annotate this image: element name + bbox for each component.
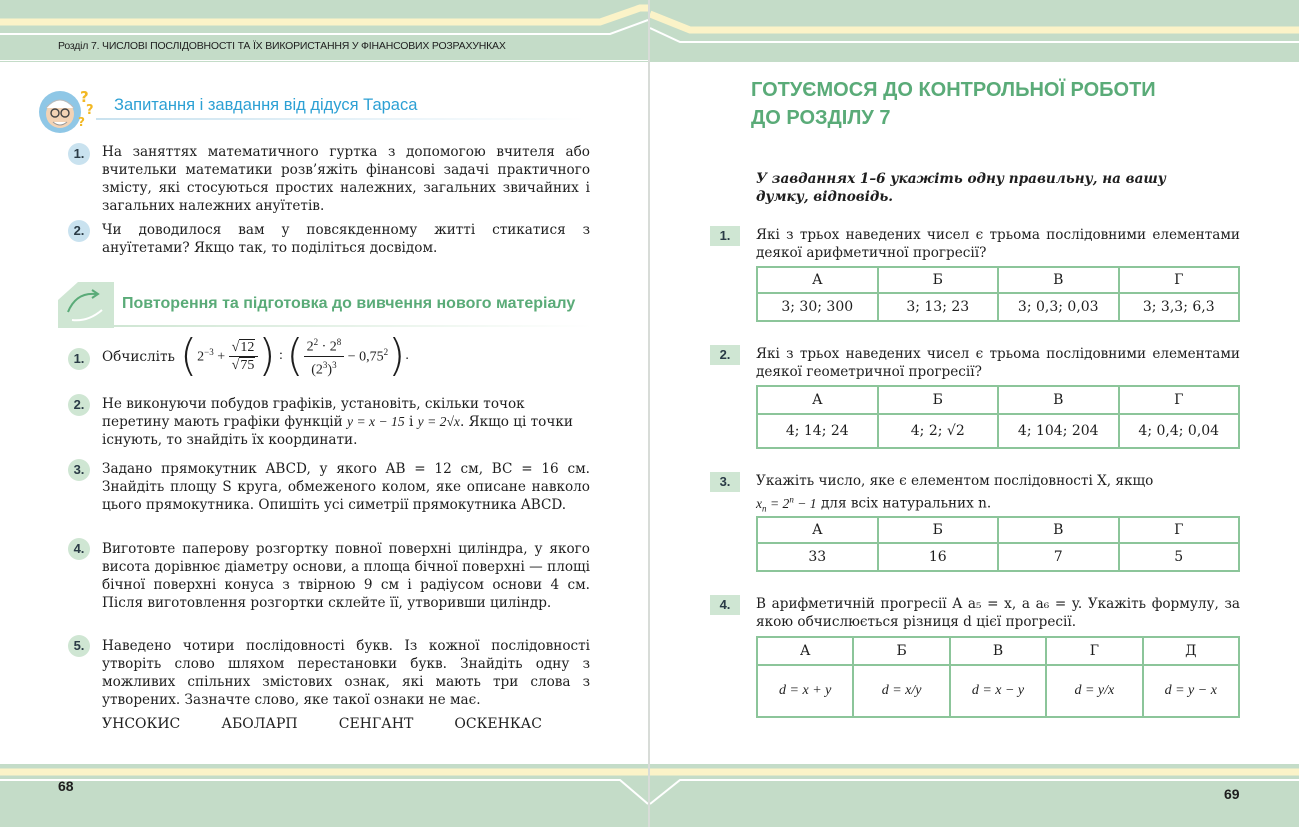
- answer-table-1: [756, 266, 1240, 322]
- option-value: d = x − y: [950, 665, 1046, 717]
- option-value: 4; 2; √2: [878, 414, 999, 448]
- answer-table-2: [756, 385, 1240, 449]
- top-band-decoration: [0, 0, 648, 62]
- letter-sequence: СЕНГАНТ: [338, 716, 414, 732]
- bottom-band-decoration: [0, 764, 648, 827]
- option-label: Г: [1046, 637, 1142, 665]
- test-task-number: 2.: [710, 345, 740, 365]
- instructions: У завданнях 1–6 укажіть одну правильну, на вашу думку, відповідь.: [756, 171, 1166, 205]
- section-title-repeat: Повторення та підготовка до вивчення нового матеріалу: [122, 295, 576, 312]
- option-value: 7: [998, 543, 1119, 571]
- option-value: d = x + y: [757, 665, 853, 717]
- task-number: 1.: [68, 348, 90, 370]
- task-text: Виготовте паперову розгортку повної поверхні циліндра, у якого висота дорівнює діаметру основи, а площа бічної поверхні — площі бічної поверхні конуса з твірною 9 см і радіусом основи 4 см. Після виготовлення розгортки склейте її, утворивши циліндр.: [102, 541, 590, 611]
- test-task-text: В арифметичній прогресії A a₅ = x, а a₆ = y. Укажіть формулу, за якою обчислюється різниця d цієї прогресії.: [756, 596, 1240, 630]
- option-label: А: [757, 267, 878, 293]
- test-task-number: 1.: [710, 226, 740, 246]
- option-value: 3; 30; 300: [757, 293, 878, 321]
- svg-text:?: ?: [78, 115, 85, 129]
- option-value: d = y/x: [1046, 665, 1142, 717]
- option-label: Г: [1119, 386, 1240, 414]
- chapter-test-title: ГОТУЄМОСЯ ДО КОНТРОЛЬНОЇ РОБОТИ ДО РОЗДІЛУ 7: [751, 79, 1156, 129]
- option-label: Д: [1143, 637, 1239, 665]
- option-value: d = y − x: [1143, 665, 1239, 717]
- option-value: 5: [1119, 543, 1240, 571]
- option-label: Б: [878, 267, 999, 293]
- top-band-decoration: [650, 0, 1299, 62]
- question-text: Чи доводилося вам у повсякденному житті стикатися з ануїтетами? Якщо так, то поділіться досвідом.: [102, 222, 590, 256]
- option-value: 4; 0,4; 0,04: [1119, 414, 1240, 448]
- option-label: Б: [878, 386, 999, 414]
- option-label: А: [757, 637, 853, 665]
- task-number: 3.: [68, 459, 90, 481]
- option-label: В: [998, 386, 1119, 414]
- task-number: 4.: [68, 538, 90, 560]
- option-label: Г: [1119, 267, 1240, 293]
- option-label: Б: [878, 517, 999, 543]
- task-number: 5.: [68, 635, 90, 657]
- task-text: Задано прямокутник ABCD, у якого AB = 12 см, BC = 16 см. Знайдіть площу S круга, обмеженого колом, яке описане навколо цього прямокутника. Опишіть усі симетрії прямокутника ABCD.: [102, 461, 590, 513]
- option-value: 3; 0,3; 0,03: [998, 293, 1119, 321]
- option-value: 4; 104; 204: [998, 414, 1119, 448]
- test-task-number: 3.: [710, 472, 740, 492]
- answer-table-3: [756, 516, 1240, 572]
- question-number: 2.: [68, 220, 90, 242]
- page-number: 68: [58, 778, 74, 794]
- sequence-formula: $x_n = 2^n - 1$: [756, 494, 817, 514]
- page-number: 69: [1224, 786, 1240, 802]
- option-label: В: [998, 517, 1119, 543]
- option-value: d = x/y: [853, 665, 949, 717]
- option-value: 33: [757, 543, 878, 571]
- svg-text:?: ?: [80, 88, 89, 106]
- test-task-text: Які з трьох наведених чисел є трьома послідовними елементами деякої арифметичної прогресії?: [756, 227, 1240, 261]
- test-task-text: Які з трьох наведених чисел є трьома послідовними елементами деякої геометричної прогресії?: [756, 346, 1240, 380]
- repeat-section-icon: [58, 282, 114, 328]
- option-label: Г: [1119, 517, 1240, 543]
- test-task-number: 4.: [710, 595, 740, 615]
- option-label: Б: [853, 637, 949, 665]
- option-label: В: [950, 637, 1046, 665]
- letter-sequence: ОСКЕНКАС: [454, 716, 542, 732]
- task-text: Обчисліть: [102, 349, 175, 365]
- option-value: 4; 14; 24: [757, 414, 878, 448]
- letter-sequence: УНСОКИС: [102, 716, 181, 732]
- test-task-text: Укажіть число, яке є елементом послідовності X, якщо $x_n = 2^n - 1$ для всіх натуральних n.: [756, 473, 1154, 514]
- left-page: [0, 0, 648, 827]
- answer-table-4: [756, 636, 1240, 718]
- question-number: 1.: [68, 143, 90, 165]
- task-text: Наведено чотири послідовності букв. Із кожної послідовності утворіть слово шляхом перестановки букв. Знайдіть одну з можливих спільних змістових ознак, які мають три слова з утворених. Зазначте слово, яке такої ознаки не має.: [102, 638, 590, 708]
- grandpa-taras-icon: [36, 84, 98, 136]
- letter-sequence: АБОЛАРП: [221, 716, 298, 732]
- bottom-band-decoration: [650, 764, 1299, 827]
- task-text: Не виконуючи побудов графіків, установіть, скільки точок перетину мають графіки функцій y = x − 15 і y = 2√x. Якщо ці точки існують, то знайдіть їх координати.: [102, 396, 573, 448]
- option-value: 3; 13; 23: [878, 293, 999, 321]
- option-label: А: [757, 517, 878, 543]
- option-label: В: [998, 267, 1119, 293]
- question-text: На заняттях математичного гуртка з допомогою вчителя або вчительки математики розв’яжіть фінансові задачі практичного змісту, які стосуються простих належних, загальних звичайних і загальних належних ануїтетів.: [102, 144, 590, 214]
- task-number: 2.: [68, 394, 90, 416]
- option-value: 3; 3,3; 6,3: [1119, 293, 1240, 321]
- chapter-header: Розділ 7. ЧИСЛОВІ ПОСЛІДОВНОСТІ ТА ЇХ ВИКОРИСТАННЯ У ФІНАНСОВИХ РОЗРАХУНКАХ: [58, 40, 506, 52]
- section-title-questions: Запитання і завдання від дідуся Тараса: [114, 96, 418, 114]
- letter-sequences: [102, 716, 542, 732]
- option-value: 16: [878, 543, 999, 571]
- option-label: А: [757, 386, 878, 414]
- svg-text:?: ?: [86, 103, 94, 118]
- formula-expression: ( $2^{-3}$ + $\frac{√12}{√75}$ ) : ( $\frac{2^2 \cdot 2^8}{(2^3)^3}$ − $0,75^2$ ) .: [180, 330, 409, 381]
